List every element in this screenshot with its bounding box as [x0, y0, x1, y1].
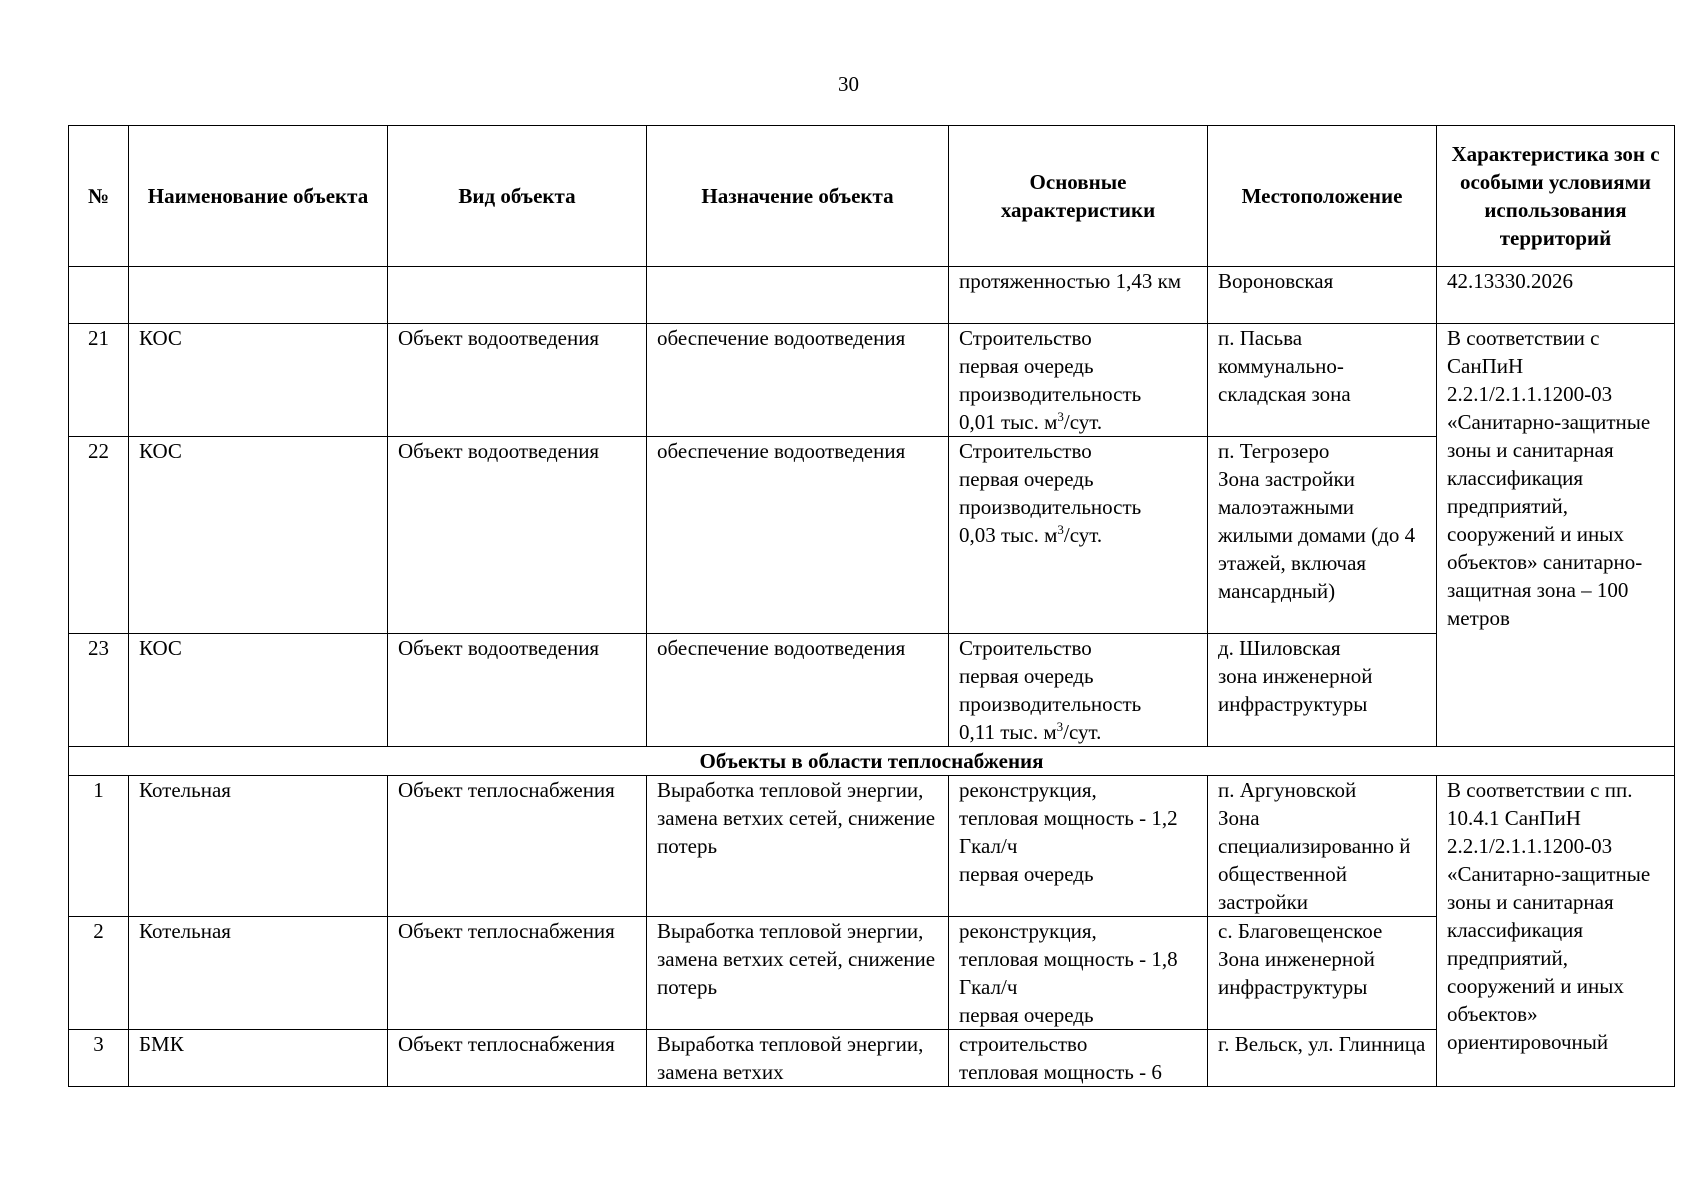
header-num: №	[69, 126, 129, 267]
cell-num: 1	[69, 776, 129, 917]
cell-location: п. Аргуновской Зона специализированно й общественной застройки	[1208, 776, 1437, 917]
cell-name: БМК	[129, 1030, 388, 1087]
cell-zones-sewage: В соответствии с СанПиН 2.2.1/2.1.1.1200-03 «Санитарно-защитные зоны и санитарная классификация предприятий, сооружений и иных объектов» санитарно-защитная зона – 100 метров	[1437, 324, 1675, 747]
cell-purpose: Выработка тепловой энергии, замена ветхих сетей, снижение потерь	[647, 776, 949, 917]
characteristics-text: Строительство первая очередь производительность 0,11 тыс. м	[959, 636, 1142, 744]
header-name: Наименование объекта	[129, 126, 388, 267]
cell-name	[129, 267, 388, 324]
cell-name: КОС	[129, 324, 388, 437]
cell-type: Объект теплоснабжения	[388, 776, 647, 917]
cell-purpose: обеспечение водоотведения	[647, 437, 949, 634]
cell-characteristics: реконструкция, тепловая мощность - 1,8 Гкал/ч первая очередь	[949, 917, 1208, 1030]
cell-characteristics: протяженностью 1,43 км	[949, 267, 1208, 324]
cell-type	[388, 267, 647, 324]
header-purpose: Назначение объекта	[647, 126, 949, 267]
superscript: 3	[1057, 522, 1064, 537]
cell-characteristics: строительство тепловая мощность - 6	[949, 1030, 1208, 1087]
cell-purpose: Выработка тепловой энергии, замена ветхих сетей, снижение потерь	[647, 917, 949, 1030]
cell-location: п. Пасьва коммунально-складская зона	[1208, 324, 1437, 437]
cell-purpose: обеспечение водоотведения	[647, 324, 949, 437]
characteristics-text: Строительство первая очередь производительность 0,03 тыс. м	[959, 439, 1142, 547]
header-characteristics: Основные характеристики	[949, 126, 1208, 267]
section-title: Объекты в области теплоснабжения	[69, 747, 1675, 776]
cell-characteristics: реконструкция, тепловая мощность - 1,2 Гкал/ч первая очередь	[949, 776, 1208, 917]
header-zones: Характеристика зон с особыми условиями использования территорий	[1437, 126, 1675, 267]
superscript: 3	[1057, 409, 1064, 424]
characteristics-unit: /сут.	[1063, 523, 1103, 547]
superscript: 3	[1056, 719, 1064, 734]
cell-num: 3	[69, 1030, 129, 1087]
cell-type: Объект водоотведения	[388, 437, 647, 634]
cell-name: Котельная	[129, 776, 388, 917]
cell-location: с. Благовещенское Зона инженерной инфраструктуры	[1208, 917, 1437, 1030]
cell-type: Объект теплоснабжения	[388, 1030, 647, 1087]
cell-purpose: Выработка тепловой энергии, замена ветхих	[647, 1030, 949, 1087]
table-row	[69, 634, 1675, 747]
table-row	[69, 437, 1675, 634]
cell-name: Котельная	[129, 917, 388, 1030]
table-row-continuation	[69, 267, 1675, 324]
cell-location: п. Тегрозеро Зона застройки малоэтажными жилыми домами (до 4 этажей, включая мансардный)	[1208, 437, 1437, 634]
cell-characteristics	[949, 634, 1208, 747]
page-number: 30	[838, 72, 859, 96]
characteristics-text: Строительство первая очередь производительность 0,01 тыс. м	[959, 326, 1142, 434]
header-location: Местоположение	[1208, 126, 1437, 267]
cell-num: 23	[69, 634, 129, 747]
table-row	[69, 917, 1675, 1030]
header-type: Вид объекта	[388, 126, 647, 267]
cell-num: 22	[69, 437, 129, 634]
cell-type: Объект водоотведения	[388, 324, 647, 437]
characteristics-unit: /сут.	[1063, 410, 1103, 434]
cell-num: 21	[69, 324, 129, 437]
table-row	[69, 1030, 1675, 1087]
cell-name: КОС	[129, 437, 388, 634]
section-row	[69, 747, 1675, 776]
table-row	[69, 776, 1675, 917]
cell-characteristics	[949, 324, 1208, 437]
characteristics-unit: /сут.	[1063, 720, 1102, 744]
cell-location: д. Шиловская зона инженерной инфраструктуры	[1208, 634, 1437, 747]
table-header-row	[69, 126, 1675, 267]
cell-zones-heat: В соответствии с пп. 10.4.1 СанПиН 2.2.1/2.1.1.1200-03 «Санитарно-защитные зоны и санитарная классификация предприятий, сооружений и иных объектов» ориентировочный	[1437, 776, 1675, 1087]
cell-num	[69, 267, 129, 324]
cell-characteristics	[949, 437, 1208, 634]
cell-type: Объект теплоснабжения	[388, 917, 647, 1030]
cell-type: Объект водоотведения	[388, 634, 647, 747]
cell-purpose	[647, 267, 949, 324]
cell-purpose: обеспечение водоотведения	[647, 634, 949, 747]
cell-zones: 42.13330.2026	[1437, 267, 1675, 324]
cell-name: КОС	[129, 634, 388, 747]
cell-location: Вороновская	[1208, 267, 1437, 324]
cell-num: 2	[69, 917, 129, 1030]
cell-location: г. Вельск, ул. Глинница	[1208, 1030, 1437, 1087]
objects-table	[68, 125, 1675, 1087]
table-row	[69, 324, 1675, 437]
